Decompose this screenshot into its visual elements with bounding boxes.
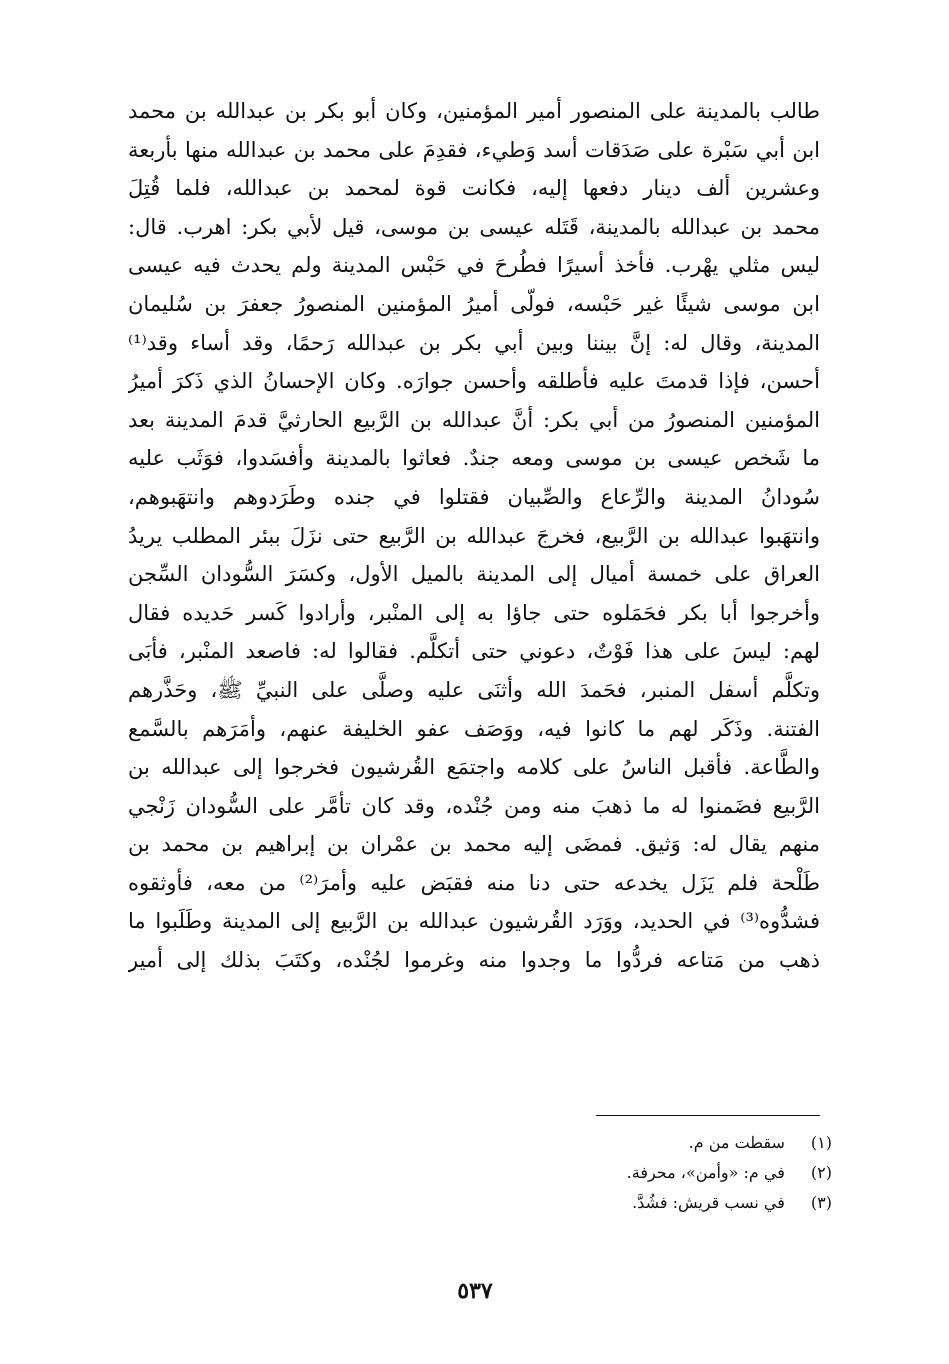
text-line: العراق على خمسة أميال إلى المدينة بالميل الأول، وكسَرَ السُّودان السِّجن bbox=[128, 562, 820, 587]
text-line: المدينة، وقال له: إنَّ بيننا وبين أبي بكر بن عبدالله رَحمًا، وقد أساء وقد⁽¹⁾ bbox=[128, 330, 820, 355]
text-line: أحسن، فإذا قدمتَ عليه فأطلقه وأحسن جوارَه. وكان الإحسانُ الذي ذَكرَ أميرُ bbox=[128, 369, 820, 394]
footnote-number: (١) bbox=[810, 1133, 832, 1152]
text-line: ابن موسى شيئًا غير حَبْسه، فولّى أميرُ المؤمنين المنصورُ جعفرَ بن سُليمان bbox=[128, 291, 820, 316]
text-line: ليس مثلي يهْرب. فأخذ أسيرًا فطُرحَ في حَبْس المدينة ولم يحدث فيه عيسى bbox=[128, 253, 820, 278]
page-number: ٥٣٧ bbox=[457, 1278, 493, 1304]
text-line: وأخرجوا أبا بكر فحَمَلوه حتى جاؤا به إلى المنْبر، وأرادوا كَسر حَديده فقال bbox=[128, 600, 820, 625]
text-line: الرَّبيع فضَمنوا له ما ذهبَ منه ومن جُنْده، وقد كان تأمَّر على السُّودان زَنْجي bbox=[128, 793, 820, 818]
text-line: الفتنة. وذَكَر لهم ما كانوا فيه، ووَصَف عفو الخليفة عنهم، وأمَرَهم بالسَّمع bbox=[128, 716, 820, 741]
footnote-item bbox=[560, 1128, 832, 1158]
text-line: لهم: ليسَ على هذا فَوْتٌ، دعوني حتى أتكلَّم. فقالوا له: فاصعد المنْبر، فأبَى bbox=[128, 639, 820, 664]
text-line: وتكلَّم أسفل المنبر، فحَمدَ الله وأثنَى عليه وصلَّى على النبيِّ ﷺ، وحَذَّرهم bbox=[128, 677, 820, 702]
text-line: ابن أبي سَبْرة على صَدَقات أسد وَطيء، فقدِمَ على محمد بن عبدالله منها بأربعة bbox=[128, 137, 820, 162]
footnote-number: (٢) bbox=[810, 1163, 832, 1182]
footnote-text: في نسب قريش: فشُدَّ. bbox=[632, 1193, 785, 1212]
main-text bbox=[128, 92, 820, 980]
text-line: محمد بن عبدالله بالمدينة، قَتَله عيسى بن موسى، قيل لأبي بكر: اهرب. قال: bbox=[128, 214, 820, 239]
footnote-text: في م: «وأمن»، محرفة. bbox=[626, 1163, 785, 1182]
text-line: وعشرين ألف دينار دفعها إليه، فكانت قوة لمحمد بن عبدالله، فلما قُتِلَ bbox=[128, 176, 820, 201]
footnote-text: سقطت من م. bbox=[688, 1133, 785, 1152]
text-line: سُودانُ المدينة والرِّعاع والصِّبيان فقتلوا في جنده وطَرَدوهم وانتهَبوهم، bbox=[128, 484, 820, 509]
text-line: المؤمنين المنصورُ من أبي بكر: أنَّ عبدالله بن الرَّبيع الحارثيَّ قدمَ المدينة بعد bbox=[128, 407, 820, 432]
text-line: ما شَخص عيسى بن موسى ومعه جندٌ. فعاثوا بالمدينة وأفسَدوا، فوَثَب عليه bbox=[128, 446, 820, 471]
text-line: وانتهَبوا عبدالله بن الرَّبيع، فخرجَ عبدالله بن الرَّبيع حتى نزَلَ ببئر المطلب يريدُ bbox=[128, 523, 820, 548]
text-line: طالب بالمدينة على المنصور أمير المؤمنين، وكان أبو بكر بن عبدالله بن محمد bbox=[128, 99, 820, 123]
footnotes bbox=[560, 1128, 832, 1218]
text-line: طَلْحة فلم يَزَل يخدعه حتى دنا منه فقبَض عليه وأمرَ⁽²⁾ من معه، فأوثقوه bbox=[128, 870, 820, 895]
text-line: ذهب من مَتاعه فردُّوا ما وجدوا منه وغرموا لجُنْده، وكتَبَ بذلك إلى أمير bbox=[128, 948, 820, 973]
footnote-number: (٣) bbox=[810, 1193, 832, 1212]
footnote-item bbox=[560, 1188, 832, 1218]
text-line: والطَّاعة. فأقبل الناسُ على كلامه واجتمَع القُرشيون فخرجوا إلى عبدالله بن bbox=[128, 755, 820, 780]
footnote-item bbox=[560, 1158, 832, 1188]
footnote-divider bbox=[596, 1115, 820, 1116]
text-line: فشدُّوه⁽³⁾ في الحديد، ووَرَد القُرشيون عبدالله بن الرَّبيع إلى المدينة وطَلَبوا ما bbox=[128, 909, 820, 934]
text-line: منهم يقال له: وَثيق. فمضَى إليه محمد بن عمْران بن إبراهيم بن محمد بن bbox=[128, 832, 820, 857]
